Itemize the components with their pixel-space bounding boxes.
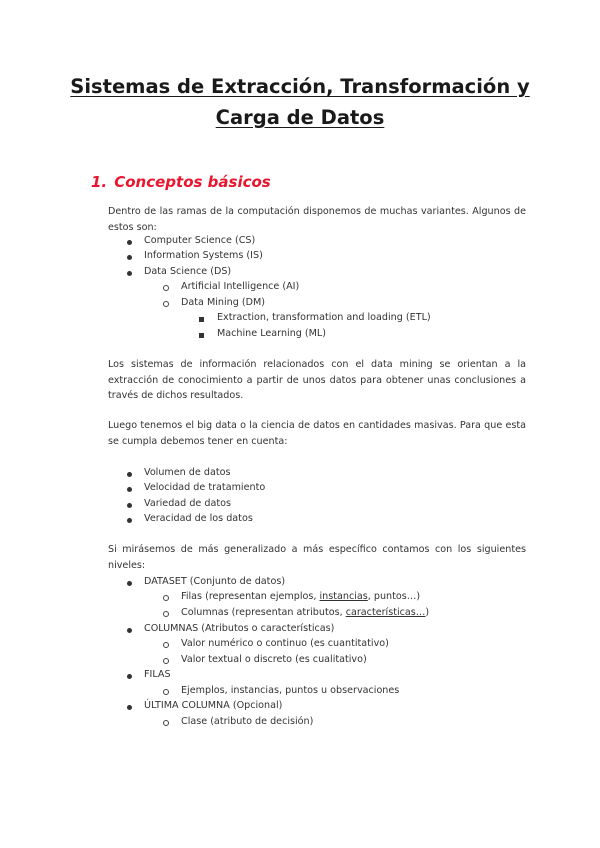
columnas-desc-underlined: características… bbox=[345, 607, 426, 618]
list-item-columnas-desc bbox=[181, 605, 429, 621]
bullet-dot-icon bbox=[127, 501, 132, 511]
list-item-ultima-columna: ÚLTIMA COLUMNA (Opcional) bbox=[144, 700, 283, 711]
bullet-circle-icon bbox=[163, 300, 169, 310]
paragraph-big-data: Luego tenemos el big data o la ciencia de datos en cantidades masivas. Para que esta se cumpla debemos tener en cuenta: bbox=[108, 420, 526, 447]
section-heading bbox=[91, 175, 271, 190]
bullet-dot-icon bbox=[127, 269, 132, 279]
list-item-etl: Extraction, transformation and loading (ETL) bbox=[217, 312, 431, 323]
list-item-filas: FILAS bbox=[144, 669, 171, 680]
paragraph-niveles: Si mirásemos de más generalizado a más específico contamos con los siguientes niveles: bbox=[108, 544, 526, 571]
bullet-circle-icon bbox=[163, 284, 169, 294]
bullet-circle-icon bbox=[163, 641, 169, 651]
bullet-dot-icon bbox=[127, 485, 132, 495]
bullet-circle-icon bbox=[163, 719, 169, 729]
document-title-line-1: Sistemas de Extracción, Transformación y bbox=[70, 75, 530, 98]
list-item-clase: Clase (atributo de decisión) bbox=[181, 716, 314, 727]
list-item-velocidad: Velocidad de tratamiento bbox=[144, 482, 266, 493]
list-item-cs: Computer Science (CS) bbox=[144, 235, 256, 246]
bullet-dot-icon bbox=[127, 579, 132, 589]
list-item-columnas: COLUMNAS (Atributos o características) bbox=[144, 623, 335, 634]
document-title-line-2: Carga de Datos bbox=[215, 106, 385, 129]
list-item-valor-textual: Valor textual o discreto (es cualitativo) bbox=[181, 654, 367, 665]
list-item-volumen: Volumen de datos bbox=[144, 467, 231, 478]
filas-desc-underlined: instancias bbox=[319, 591, 368, 602]
list-item-ejemplos: Ejemplos, instancias, puntos u observaciones bbox=[181, 685, 400, 696]
bullet-circle-icon bbox=[163, 594, 169, 604]
list-item-is: Information Systems (IS) bbox=[144, 250, 263, 261]
bullet-square-icon bbox=[199, 331, 204, 341]
filas-desc-tail: , puntos…) bbox=[367, 591, 421, 602]
section-title: Conceptos básicos bbox=[114, 173, 271, 191]
list-item-valor-numerico: Valor numérico o continuo (es cuantitativo) bbox=[181, 638, 389, 649]
bullet-dot-icon bbox=[127, 516, 132, 526]
list-item-dm: Data Mining (DM) bbox=[181, 297, 266, 308]
list-item-variedad: Variedad de datos bbox=[144, 498, 231, 509]
list-item-ml: Machine Learning (ML) bbox=[217, 328, 327, 339]
bullet-circle-icon bbox=[163, 610, 169, 620]
columnas-desc-text: Columnas (representan atributos, bbox=[181, 607, 346, 618]
filas-desc-text: Filas (representan ejemplos, bbox=[181, 591, 320, 602]
bullet-dot-icon bbox=[127, 253, 132, 263]
bullet-dot-icon bbox=[127, 703, 132, 713]
list-item-ds: Data Science (DS) bbox=[144, 266, 232, 277]
bullet-dot-icon bbox=[127, 672, 132, 682]
list-item-dataset: DATASET (Conjunto de datos) bbox=[144, 576, 286, 587]
paragraph-data-mining: Los sistemas de información relacionados con el data mining se orientan a la extracción de conocimiento a partir de unos datos para obtener unas conclusiones a través de dichos resultados. bbox=[108, 359, 526, 401]
list-item-ai: Artificial Intelligence (AI) bbox=[181, 281, 300, 292]
bullet-circle-icon bbox=[163, 688, 169, 698]
bullet-circle-icon bbox=[163, 657, 169, 667]
list-item-veracidad: Veracidad de los datos bbox=[144, 513, 253, 524]
bullet-dot-icon bbox=[127, 238, 132, 248]
bullet-square-icon bbox=[199, 315, 204, 325]
list-item-filas-desc bbox=[181, 589, 420, 605]
intro-paragraph: Dentro de las ramas de la computación disponemos de muchas variantes. Algunos de estos son: bbox=[108, 206, 526, 233]
bullet-dot-icon bbox=[127, 470, 132, 480]
bullet-dot-icon bbox=[127, 626, 132, 636]
section-number: 1. bbox=[91, 173, 108, 191]
columnas-desc-tail: ) bbox=[425, 607, 430, 618]
